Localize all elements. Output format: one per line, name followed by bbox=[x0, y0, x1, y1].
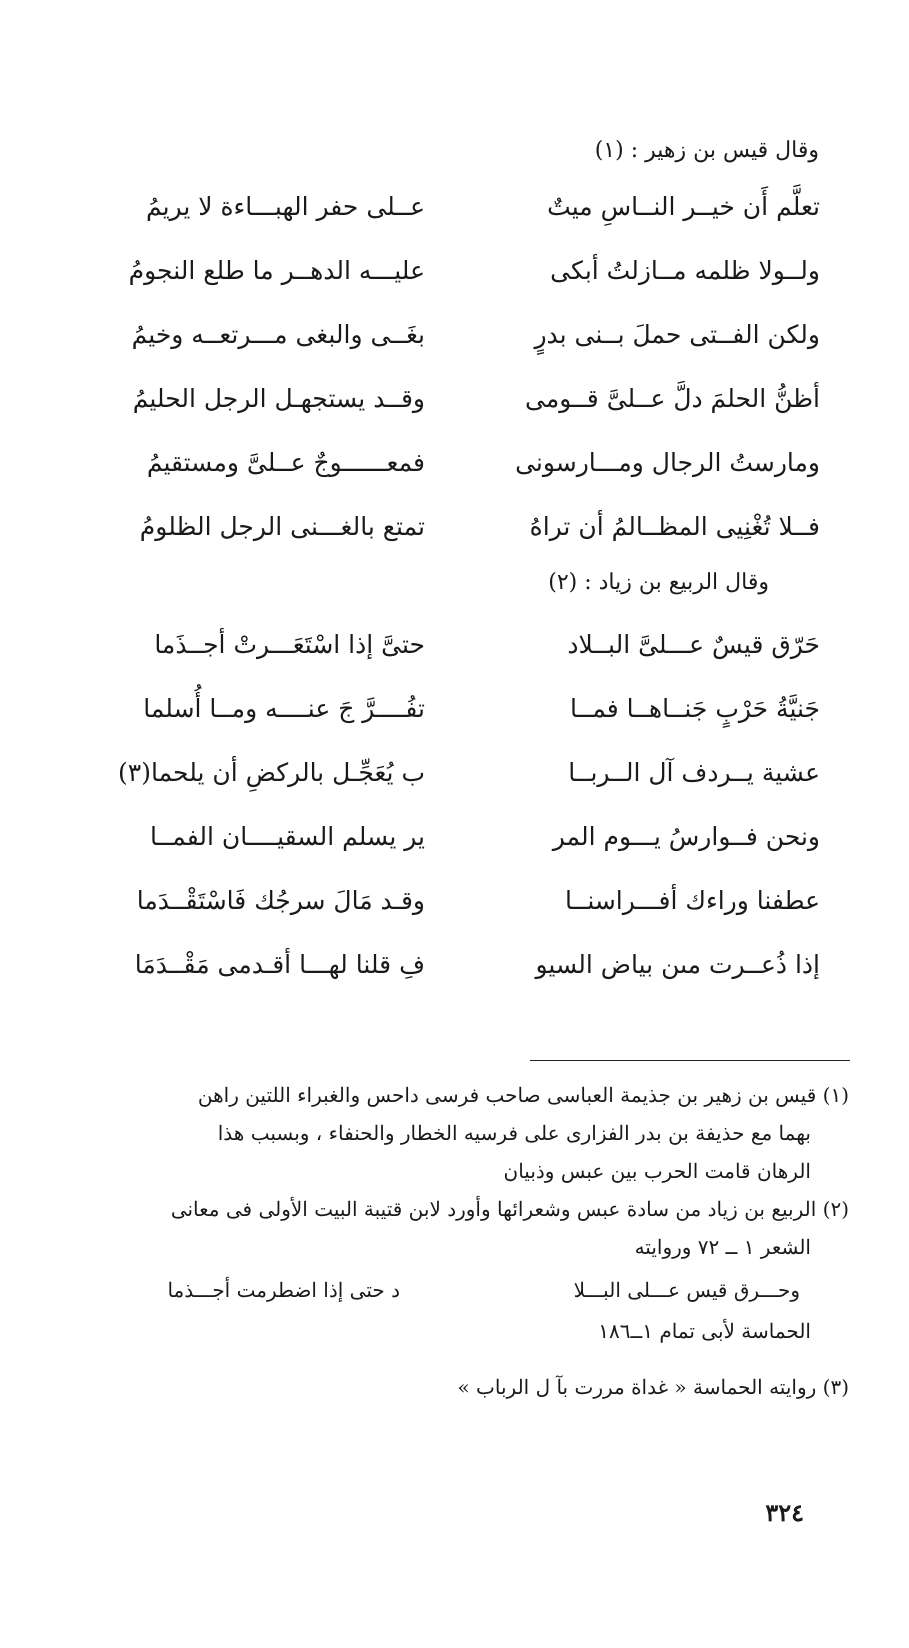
verse-first-hemistich: ولكن الفــتى حملَ بــنى بدرٍ bbox=[534, 320, 820, 349]
footnote-2-line-2: الشعر ١ ــ ٧٢ وروايته bbox=[634, 1235, 811, 1259]
verse-second-hemistich: تفُــــرَّ جَ عنــــه ومــا أُسلما bbox=[143, 694, 425, 723]
footnote-2-source bbox=[49, 1312, 849, 1350]
poem2-verse-4 bbox=[90, 822, 820, 862]
footnote-separator bbox=[530, 1060, 850, 1061]
verse-first-hemistich: ولــولا ظلمه مــازلتُ أبكى bbox=[550, 256, 820, 285]
verse-second-hemistich: حتىَّ إذا اسْتَعَـــرتْ أجــذَما bbox=[154, 630, 425, 659]
verse-first-hemistich: إذا ذُعــرت مىن بياض السيو bbox=[535, 950, 820, 979]
verse-second-hemistich: عليـــه الدهــر ما طلع النجومُ bbox=[128, 256, 425, 285]
footnote-2-line-1: (٢) الربيع بن زياد من سادة عبس وشعرائها وأورد لابن قتيبة البيت الأولى فى معانى bbox=[170, 1197, 849, 1221]
poem1-verse-3 bbox=[90, 320, 820, 360]
footnote-2-verse bbox=[100, 1278, 800, 1314]
verse-second-hemistich: ب يُعَجِّـل بالركضِ أن يلحما(٣) bbox=[118, 758, 425, 787]
verse-second-hemistich: ير يسلم السقيــــان الفمــا bbox=[149, 822, 425, 851]
footnote-2-line-3: الحماسة لأبى تمام ١ــ١٨٦ bbox=[598, 1319, 811, 1343]
verse-first-hemistich: عشية يــردف آل الــربــا bbox=[568, 758, 820, 787]
poem1-verse-2 bbox=[90, 256, 820, 296]
verse-first-hemistich: عطفنا وراءك أفـــراسنــا bbox=[565, 886, 820, 915]
verse-first-hemistich: جَنيَّةُ حَرْبٍ جَنــاهــا فمــا bbox=[570, 694, 820, 723]
poem2-verse-2 bbox=[90, 694, 820, 734]
verse-second-hemistich: تمتع بالغـــنى الرجل الظلومُ bbox=[139, 512, 425, 541]
poem2-intro: وقال الربيع بن زياد : (٢) bbox=[548, 570, 769, 595]
verse-second-hemistich: بغَــى والبغى مـــرتعــه وخيمُ bbox=[131, 320, 425, 349]
footnote-2 bbox=[49, 1190, 849, 1266]
footnote-1-line-2: بهما مع حذيفة بن بدر الفزارى على فرسيه الخطار والحنفاء ، وبسبب هذا bbox=[217, 1121, 811, 1145]
poem1-verse-6 bbox=[90, 512, 820, 552]
poem1-verse-1 bbox=[90, 192, 820, 232]
verse-first-hemistich: فــلا تُغْنِيى المظــالمُ أن تراهُ bbox=[529, 512, 820, 541]
poem1-verse-4 bbox=[90, 384, 820, 424]
poem2-verse-1 bbox=[90, 630, 820, 670]
verse-first-hemistich: ومارستُ الرجال ومـــارسونى bbox=[515, 448, 820, 477]
verse-second-hemistich: وقـد مَالَ سرجُك فَاسْتَقْــدَما bbox=[136, 886, 425, 915]
footnote-1-line-1: (١) قيس بن زهير بن جذيمة العباسى صاحب فرسى داحس والغبراء اللتين راهن bbox=[197, 1083, 849, 1107]
verse-first-hemistich: وحـــرق قيس عـــلى البـــلا bbox=[573, 1278, 800, 1302]
verse-second-hemistich: وقــد يستجهـل الرجل الحليمُ bbox=[132, 384, 425, 413]
verse-second-hemistich: عــلى حفر الهبـــاءة لا يريمُ bbox=[145, 192, 425, 221]
footnote-3-line-1: (٣) روايته الحماسة « غداة مررت بآ ل الرباب » bbox=[457, 1375, 849, 1399]
poem1-intro: وقال قيس بن زهير : (١) bbox=[594, 138, 819, 163]
verse-second-hemistich: فِ قلنا لهـــا أقـدمى مَقْــدَمَا bbox=[134, 950, 425, 979]
page-number: ٣٢٤ bbox=[765, 1498, 804, 1527]
footnote-1 bbox=[49, 1076, 849, 1190]
poem2-verse-3 bbox=[90, 758, 820, 798]
footnote-3 bbox=[49, 1368, 849, 1406]
poem2-verse-6 bbox=[90, 950, 820, 990]
verse-first-hemistich: حَرّق قيسٌ عـــلىَّ البــلاد bbox=[567, 630, 820, 659]
verse-second-hemistich: فمعــــــوجٌ عــلىَّ ومستقيمُ bbox=[146, 448, 425, 477]
verse-first-hemistich: ونحن فــوارسُ يـــوم المر bbox=[552, 822, 820, 851]
poem1-verse-5 bbox=[90, 448, 820, 488]
poem2-verse-5 bbox=[90, 886, 820, 926]
verse-first-hemistich: تعلَّم أَن خيــر النــاسِ ميتٌ bbox=[547, 192, 820, 221]
verse-second-hemistich: د حتى إذا اضطرمت أجـــذما bbox=[167, 1278, 400, 1302]
footnote-1-line-3: الرهان قامت الحرب بين عبس وذبيان bbox=[503, 1159, 811, 1183]
verse-first-hemistich: أظنُّ الحلمَ دلَّ عــلىَّ قــومى bbox=[525, 384, 820, 413]
